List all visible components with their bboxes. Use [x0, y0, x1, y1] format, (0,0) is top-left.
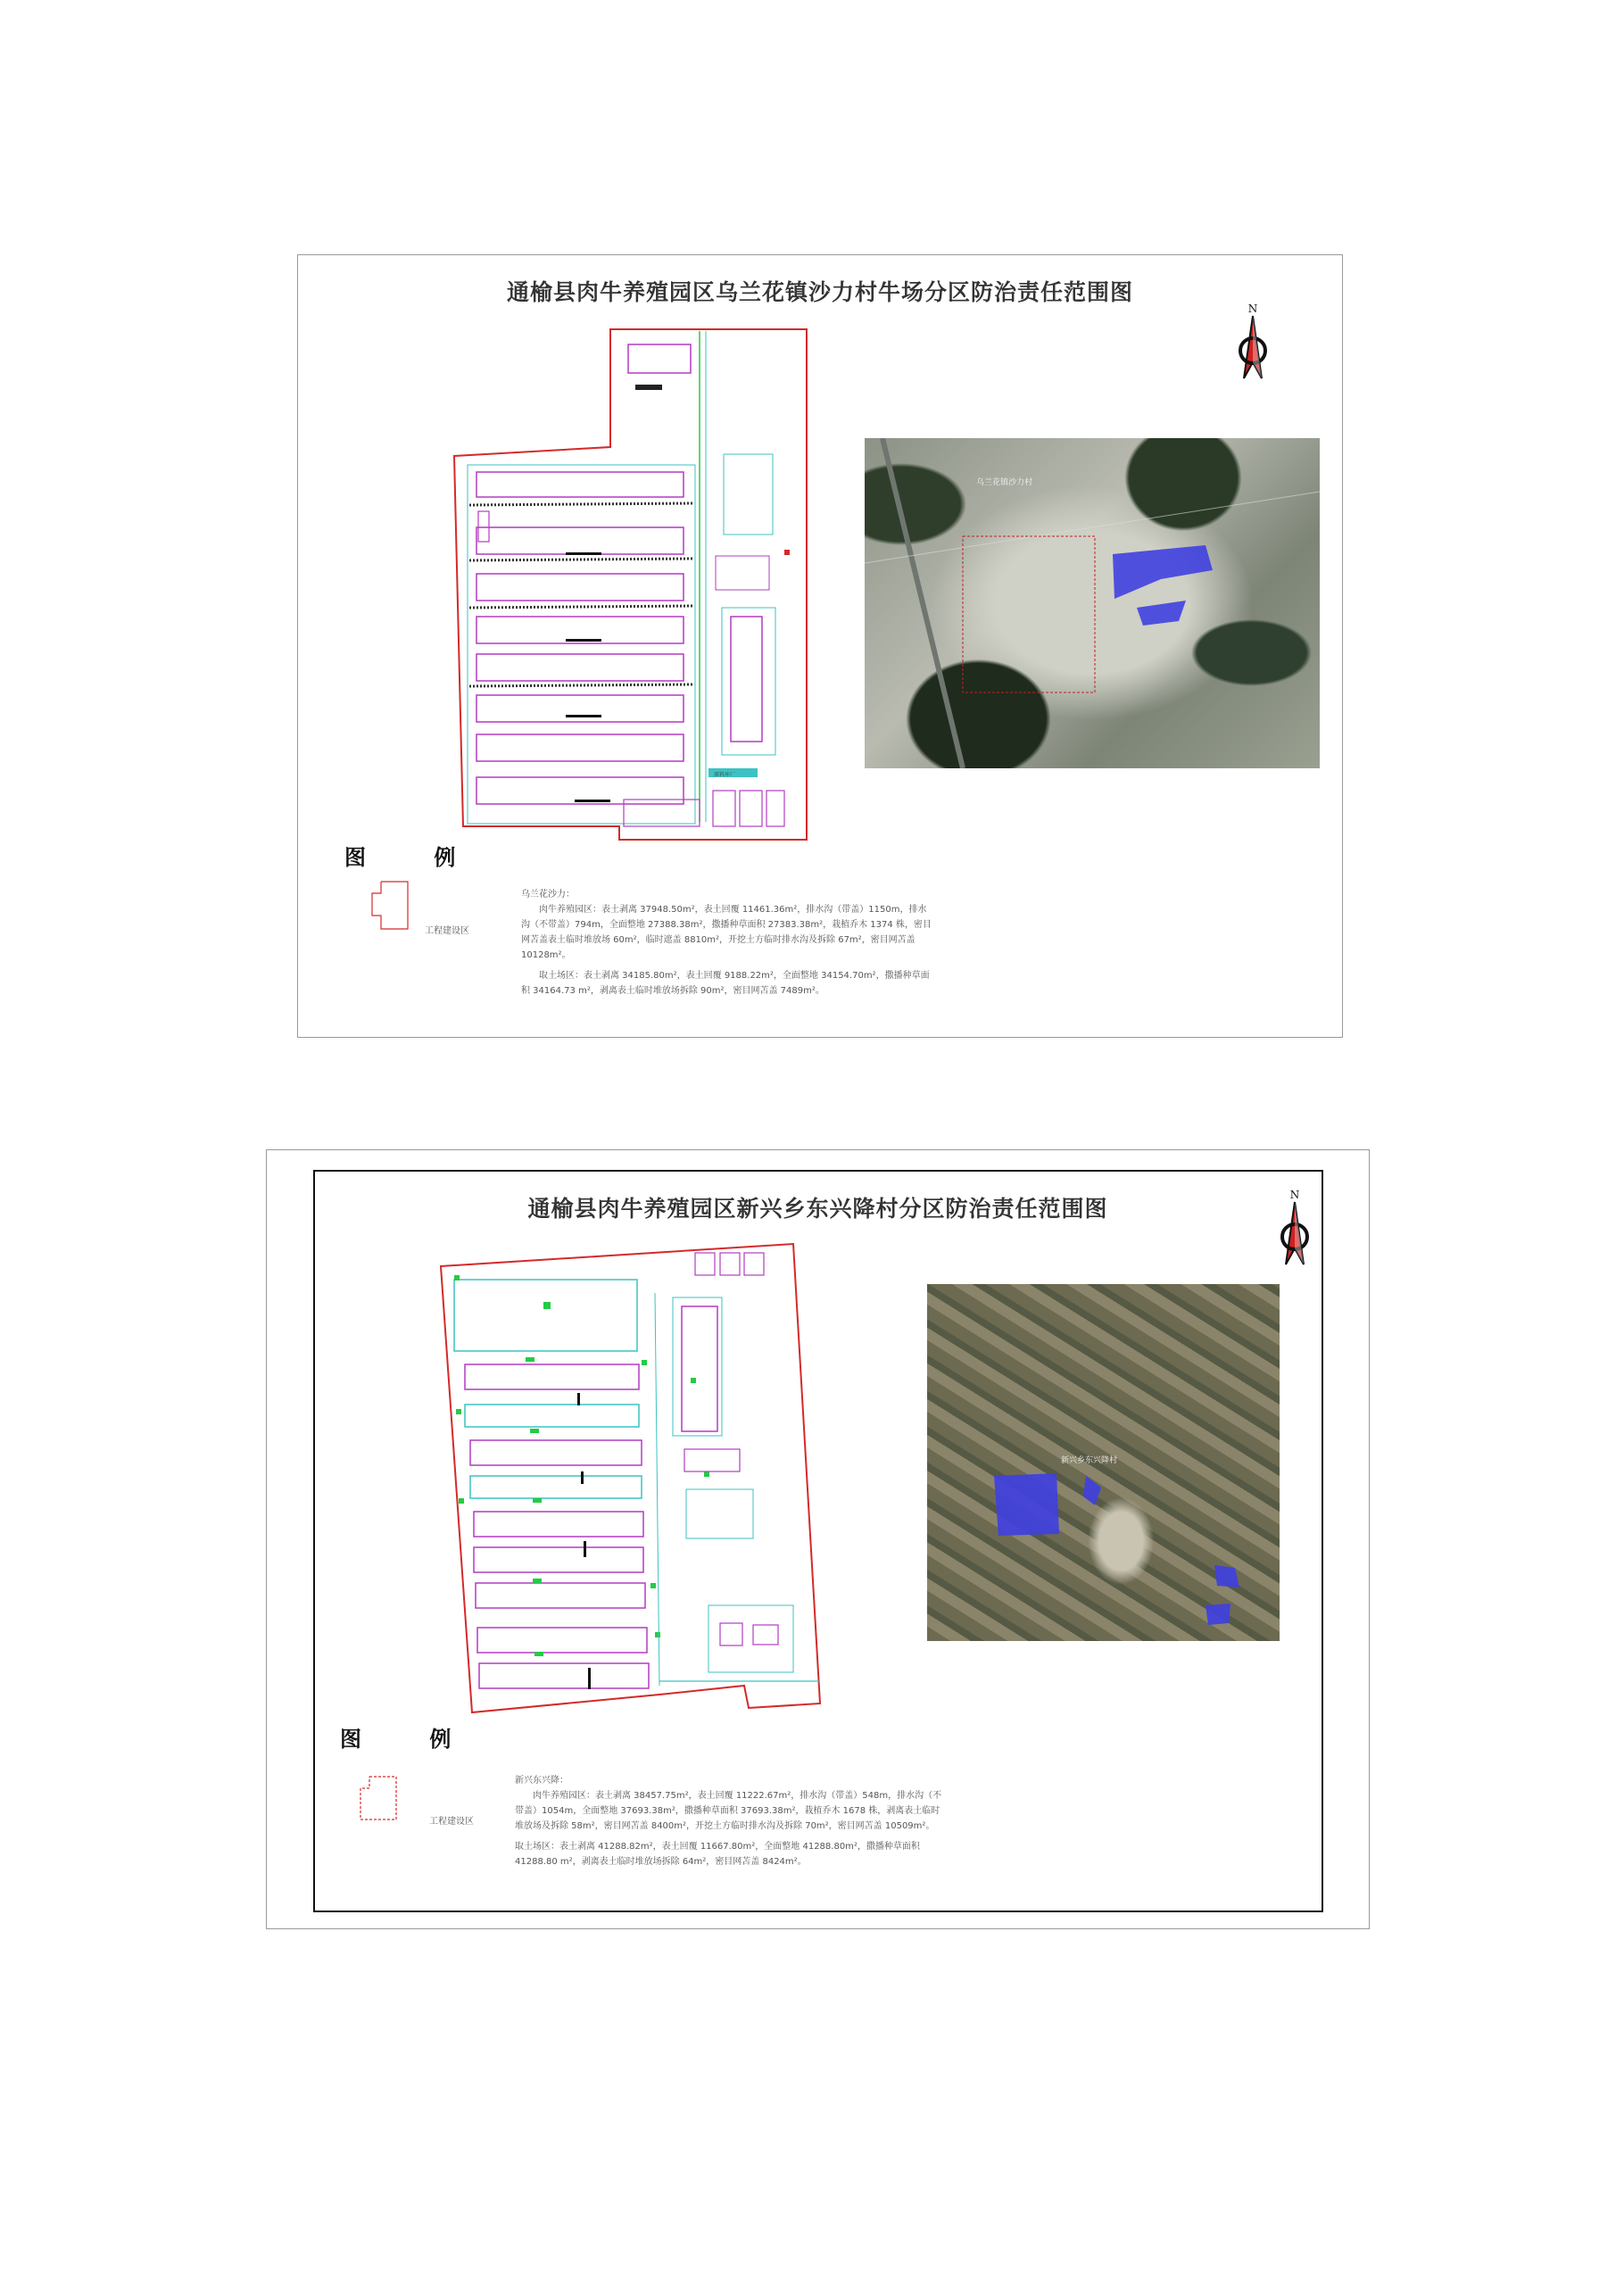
satellite-image-2: [927, 1284, 1280, 1641]
legend-boundary-icon: [368, 880, 421, 933]
north-label: N: [1247, 303, 1258, 315]
north-arrow-icon: [1226, 300, 1280, 389]
soil-borrow-area: [1214, 1565, 1239, 1587]
project-boundary: [454, 329, 807, 840]
building: [635, 385, 662, 390]
legend-boundary-icon: [356, 1775, 410, 1828]
satellite-image-1: [865, 438, 1320, 768]
north-arrow-icon: [1268, 1186, 1322, 1275]
soil-borrow-area: [1083, 1476, 1101, 1505]
map-notes: [521, 887, 932, 999]
soil-borrow-area: [1113, 545, 1213, 599]
map-title: 通榆县肉牛养殖园区新兴乡东兴降村分区防治责任范围图: [527, 1196, 1108, 1222]
map-notes: [515, 1773, 943, 1869]
legend-heading: 图 例: [344, 845, 486, 870]
map-sheet-1: [297, 254, 1343, 1038]
legend-item-label: 工程建设区: [429, 1817, 474, 1827]
map-sheet-2: [266, 1149, 1370, 1929]
site-plan-1: [432, 322, 851, 858]
project-boundary: [441, 1244, 820, 1712]
map-title: 通榆县肉牛养殖园区乌兰花镇沙力村牛场分区防治责任范围图: [506, 279, 1133, 305]
soil-borrow-area: [994, 1473, 1059, 1536]
building: [628, 344, 691, 373]
notes-paragraph: 肉牛养殖园区：表土剥离 38457.75m²，表土回覆 11222.67m²，排水沟（带盖）548m，排水沟（不带盖）1054m，全面整地 37693.38m²，撒播种草面积 37693.38m²，栽植乔木 1678 株，剥离表土临时堆放场及拆除 58m²，密目网苫盖 8400m²，开挖土方临时排水沟及拆除 70m²，密目网苫盖 10509m²。: [515, 1791, 942, 1831]
site-plan-2: [436, 1239, 909, 1739]
plan-label: 原料库厂: [714, 772, 736, 778]
photo-label: 乌兰花镇沙力村: [976, 478, 1033, 487]
barn-rows: [468, 465, 695, 824]
legend-item-label: 工程建设区: [425, 926, 469, 936]
legend-heading: 图 例: [340, 1727, 482, 1752]
soil-borrow-area: [1137, 601, 1186, 626]
notes-paragraph: 肉牛养殖园区：表土剥离 37948.50m²，表土回覆 11461.36m²，排水沟（带盖）1150m，排水沟（不带盖）794m，全面整地 27388.38m²，撒播种草面积 27383.38m²，栽植乔木 1374 株，密目网苫盖表土临时堆放场 60m²，临时遮盖 8810m²，开挖土方临时排水沟及拆除 67m²，密目网苫盖 10128m²。: [521, 905, 932, 960]
north-label: N: [1289, 1189, 1300, 1201]
notes-paragraph: 取土场区：表土剥离 34185.80m²，表土回覆 9188.22m²，全面整地 34154.70m²，撒播种草面积 34164.73 m²，剥离表土临时堆放场拆除 90m²，密目网苫盖 7489m²。: [521, 971, 930, 996]
photo-label: 新兴乡东兴降村: [1061, 1456, 1118, 1465]
notes-heading: 新兴东兴降：: [515, 1776, 568, 1786]
soil-borrow-area: [1206, 1604, 1230, 1625]
project-boundary-photo: [963, 536, 1095, 692]
notes-heading: 乌兰花沙力：: [521, 890, 575, 899]
notes-paragraph: 取土场区：表土剥离 41288.82m²，表土回覆 11667.80m²，全面整地 41288.80m²，撒播种草面积 41288.80 m²，剥离表土临时堆放场拆除 64m²，密目网苫盖 8424m²。: [515, 1842, 920, 1867]
